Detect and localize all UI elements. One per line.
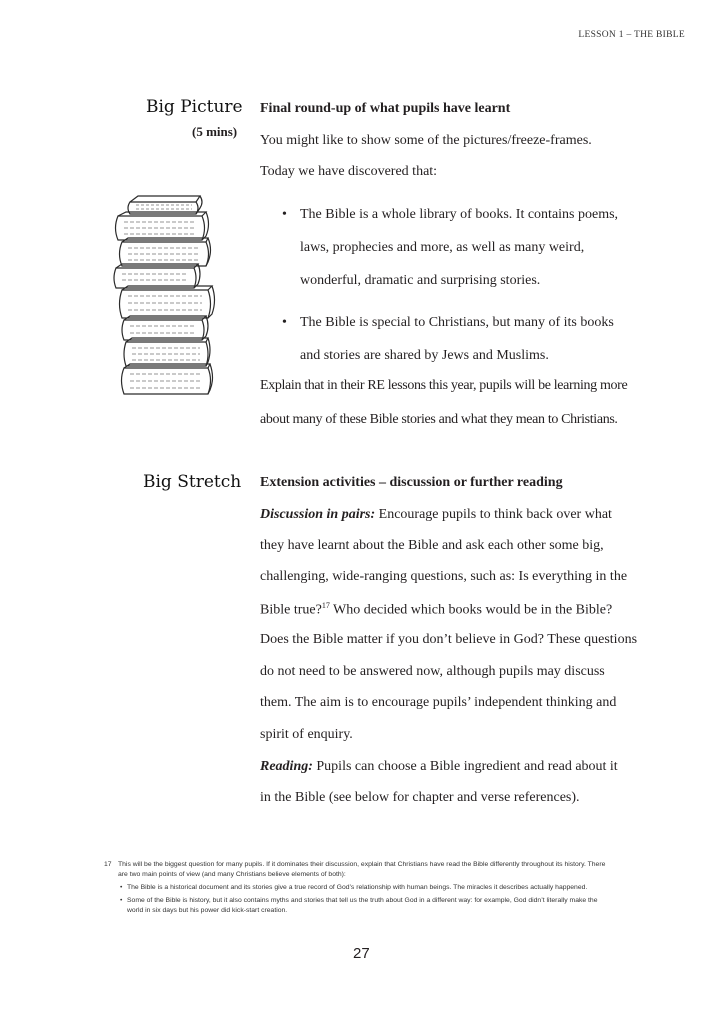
reading-text: Pupils can choose a Bible ingredient and read about it	[312, 759, 618, 774]
big-stretch-heading: Extension activities – discussion or further reading	[260, 475, 563, 490]
footnote-bullet-line: Some of the Bible is history, but it also contains myths and stories that tell us the truth about God in a different way: for example, God didn’t literally make the	[127, 897, 598, 904]
discussion-paragraph-line: Does the Bible matter if you don’t believe in God? These questions	[260, 632, 638, 647]
footnote-bullet-marker: •	[120, 884, 123, 891]
footnote-bullet-line: world in six days but his power did kick-start creation.	[127, 907, 288, 914]
bullet-marker: •	[282, 207, 287, 222]
discussion-paragraph-line: spirit of enquiry.	[260, 727, 353, 742]
discussion-paragraph-line: challenging, wide-ranging questions, such as: Is everything in the	[260, 569, 628, 584]
book-icon	[114, 264, 200, 288]
footnote-line: This will be the biggest question for many pupils. If it dominates their discussion, explain that Christians have read the Bible differently throughout its history. There	[118, 861, 606, 868]
big-stretch-title: Big Stretch	[143, 472, 242, 492]
discussion-label: Discussion in pairs:	[260, 507, 376, 522]
discussion-paragraph-line: do not need to be answered now, although pupils may discuss	[260, 664, 605, 679]
book-icon	[120, 286, 215, 318]
big-picture-closing-line: about many of these Bible stories and what they mean to Christians.	[260, 412, 618, 427]
book-stack-illustration	[108, 192, 218, 400]
book-icon	[120, 238, 211, 266]
bullet-line: The Bible is a whole library of books. It contains poems,	[300, 207, 619, 222]
big-picture-title: Big Picture	[146, 97, 243, 117]
bullet-line: laws, prophecies and more, as well as many weird,	[300, 240, 585, 255]
running-header: LESSON 1 – THE BIBLE	[578, 30, 685, 40]
reading-paragraph-line: in the Bible (see below for chapter and verse references).	[260, 790, 580, 805]
discussion-paragraph-line	[260, 507, 612, 523]
footnote-bullet-line: The Bible is a historical document and its stories give a true record of God’s relationship with human beings. The miracles it describes actually happened.	[127, 884, 588, 891]
bullet-line: wonderful, dramatic and surprising stories.	[300, 273, 541, 288]
discussion-paragraph-line: they have learnt about the Bible and ask each other some big,	[260, 538, 604, 553]
book-icon	[128, 196, 202, 214]
discussion-paragraph-line	[260, 601, 612, 619]
book-icon	[122, 364, 213, 394]
bullet-marker: •	[282, 315, 287, 330]
discussion-paragraph-line: them. The aim is to encourage pupils’ independent thinking and	[260, 695, 617, 710]
big-picture-closing-line: Explain that in their RE lessons this year, pupils will be learning more	[260, 378, 628, 393]
reading-paragraph-line	[260, 759, 618, 775]
footnote-line: are two main points of view (and many Christians believe elements of both):	[118, 871, 346, 878]
bullet-line: and stories are shared by Jews and Muslims.	[300, 348, 549, 363]
footnote-ref: 17	[321, 601, 330, 610]
page-number: 27	[353, 945, 370, 962]
big-picture-heading: Final round-up of what pupils have learnt	[260, 101, 511, 116]
big-picture-line: You might like to show some of the pictures/freeze-frames.	[260, 133, 592, 148]
discussion-text: Who decided which books would be in the Bible?	[329, 602, 613, 618]
book-icon	[116, 212, 209, 240]
big-picture-duration: (5 mins)	[192, 124, 238, 139]
discussion-text: Bible true?	[260, 602, 322, 618]
book-icon	[122, 316, 208, 340]
bullet-line: The Bible is special to Christians, but many of its books	[300, 315, 614, 330]
book-icon	[124, 338, 210, 366]
big-picture-line: Today we have discovered that:	[260, 164, 438, 179]
footnote-number: 17	[104, 861, 112, 868]
reading-label: Reading:	[260, 759, 313, 774]
footnote-bullet-marker: •	[120, 897, 123, 904]
discussion-text: Encourage pupils to think back over what	[375, 507, 612, 522]
